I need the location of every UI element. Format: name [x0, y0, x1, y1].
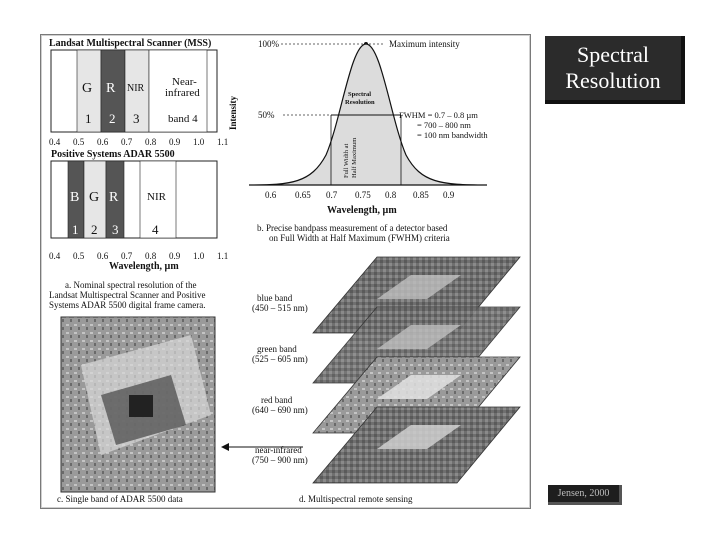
mss-tick-5: 0.9 [169, 137, 181, 147]
mss-num-1: 1 [85, 111, 92, 126]
green-band-name: green band [257, 344, 297, 354]
mss-band-r-label: R [106, 81, 116, 96]
fwhm-vertical-1: Full Width at [343, 143, 350, 178]
adar-tick-4: 0.8 [145, 251, 157, 261]
panel-a-caption-1: a. Nominal spectral resolution of the [65, 280, 197, 290]
fwhm-text-1: FWHM = 0.7 – 0.8 µm [399, 110, 478, 120]
fwhm-curve-label-2: Resolution [345, 99, 375, 106]
adar-num-4: 4 [152, 222, 159, 237]
panel-b-caption-1: b. Precise bandpass measurement of a detector based [257, 223, 448, 233]
panel-c-caption: c. Single band of ADAR 5500 data [57, 494, 183, 504]
adar-title: Positive Systems ADAR 5500 [51, 149, 175, 160]
adar-num-3: 3 [112, 222, 119, 237]
band-stack [313, 257, 520, 483]
mss-band-nir-label: NIR [127, 83, 145, 94]
adar-band-chart [51, 161, 217, 238]
adar-axis-ticks [49, 251, 228, 261]
credit-text: Jensen, 2000 [557, 488, 610, 499]
fwhm-text-2: = 700 – 800 nm [417, 120, 471, 130]
red-band-name: red band [261, 395, 293, 405]
fwhm-axis-ticks [265, 190, 455, 200]
fwhm-tick-4: 0.8 [385, 190, 397, 200]
mss-band-chart [51, 50, 217, 132]
adar-num-2: 2 [91, 222, 98, 237]
slide-title [545, 36, 685, 104]
fwhm-tick-1: 0.65 [295, 190, 311, 200]
mss-band-4-label-line1: Near- [172, 76, 197, 88]
panel-a-caption-3: Systems ADAR 5500 digital frame camera. [49, 300, 206, 310]
panel-b-axis-label: Wavelength, µm [327, 205, 397, 216]
nir-band-name: near-infrared [255, 445, 302, 455]
mss-tick-4: 0.8 [145, 137, 157, 147]
red-band-range: (640 – 690 nm) [252, 405, 308, 415]
fwhm-curve-label-1: Spectral [348, 91, 372, 98]
mss-title: Landsat Multispectral Scanner (MSS) [49, 38, 212, 49]
fwhm-tick-5: 0.85 [413, 190, 429, 200]
single-band-image [61, 317, 215, 492]
blue-band-range: (450 – 515 nm) [252, 303, 308, 313]
mss-axis-ticks [49, 137, 228, 147]
adar-tick-0: 0.4 [49, 251, 61, 261]
adar-band-g-label: G [89, 190, 100, 205]
single-band-roof [129, 395, 153, 417]
adar-band-nir-label: NIR [147, 191, 166, 203]
mss-tick-0: 0.4 [49, 137, 61, 147]
fwhm-text-3: = 100 nm bandwidth [417, 130, 488, 140]
mss-tick-7: 1.1 [217, 137, 229, 147]
fwhm-max-label: Maximum intensity [389, 39, 460, 49]
adar-tick-3: 0.7 [121, 251, 133, 261]
panel-a-axis-label: Wavelength, µm [109, 261, 179, 272]
mss-num-4: band 4 [168, 113, 198, 125]
panel-b-caption-2: on Full Width at Half Maximum (FWHM) criteria [269, 233, 450, 243]
green-band-range: (525 – 605 nm) [252, 354, 308, 364]
fwhm-tick-2: 0.7 [326, 190, 338, 200]
spectral-resolution-figure [40, 34, 531, 509]
fwhm-chart [228, 39, 488, 185]
mss-num-3: 3 [133, 111, 140, 126]
adar-num-1: 1 [72, 222, 79, 237]
adar-tick-2: 0.6 [97, 251, 109, 261]
panel-d-caption: d. Multispectral remote sensing [299, 494, 413, 504]
fwhm-tick-0: 0.6 [265, 190, 277, 200]
adar-tick-5: 0.9 [169, 251, 181, 261]
mss-tick-1: 0.5 [73, 137, 85, 147]
mss-num-2: 2 [109, 111, 116, 126]
band-labels [252, 293, 308, 465]
mss-tick-2: 0.6 [97, 137, 109, 147]
mss-tick-3: 0.7 [121, 137, 133, 147]
blue-band-name: blue band [257, 293, 293, 303]
mss-tick-6: 1.0 [193, 137, 205, 147]
figure-svg [41, 35, 530, 508]
fwhm-vertical-2: Half Maximum [351, 137, 358, 178]
credit-badge [548, 485, 622, 505]
slide-title-text: Spectral Resolution [565, 42, 661, 93]
fwhm-half-label: 50% [258, 110, 275, 120]
adar-band-r-label: R [109, 190, 119, 205]
fwhm-top-label: 100% [258, 39, 279, 49]
nir-band-range: (750 – 900 nm) [252, 455, 308, 465]
adar-tick-1: 0.5 [73, 251, 85, 261]
adar-tick-6: 1.0 [193, 251, 205, 261]
mss-band-g-label: G [82, 81, 93, 96]
fwhm-tick-6: 0.9 [443, 190, 455, 200]
panel-a-caption-2: Landsat Multispectral Scanner and Positive [49, 290, 206, 300]
adar-tick-7: 1.1 [217, 251, 229, 261]
adar-band-b-label: B [70, 190, 80, 205]
nir-pointer-arrowhead [221, 443, 229, 451]
mss-band-4-label-line2: infrared [165, 87, 200, 99]
fwhm-y-axis-label: Intensity [228, 95, 238, 130]
fwhm-tick-3: 0.75 [355, 190, 371, 200]
